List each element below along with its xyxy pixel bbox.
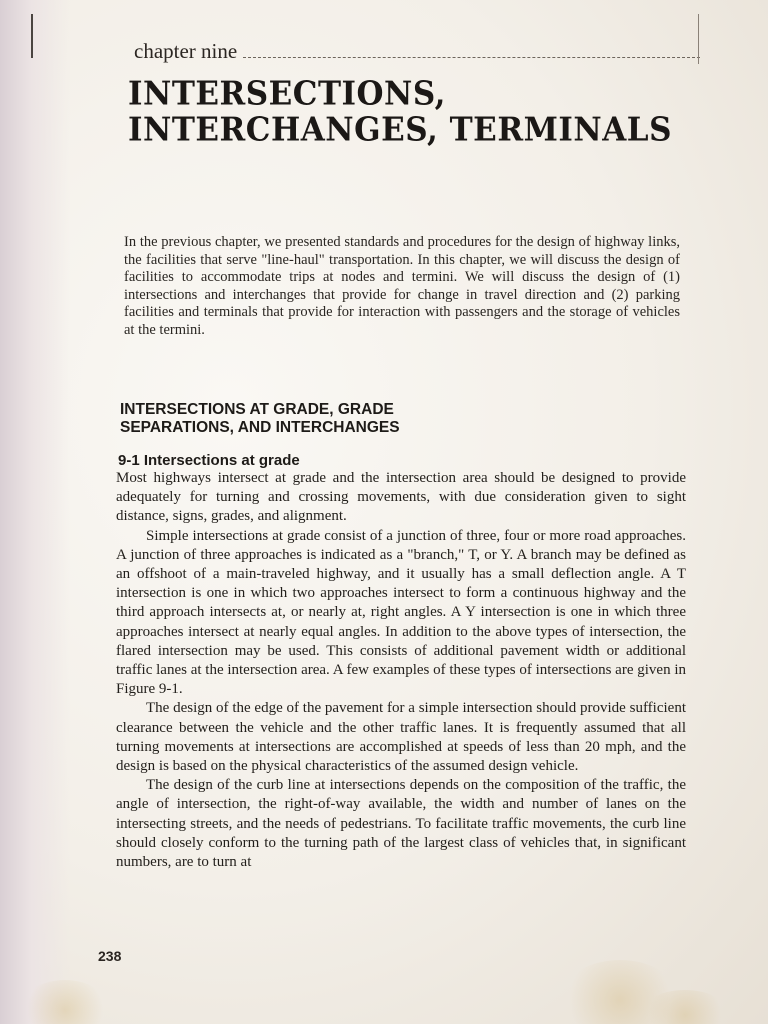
subsection-heading: 9-1 Intersections at grade: [118, 452, 300, 469]
section-heading-line-2: SEPARATIONS, AND INTERCHANGES: [120, 419, 400, 436]
page-gutter-shadow: [0, 0, 70, 1024]
chapter-rule: [243, 57, 700, 58]
page-number: 238: [98, 948, 122, 964]
section-heading: [120, 401, 540, 437]
chapter-title: [128, 76, 728, 147]
section-heading-line-1: INTERSECTIONS AT GRADE, GRADE: [120, 401, 394, 418]
chapter-label: chapter nine: [134, 39, 238, 63]
chapter-rule-end: [698, 14, 699, 64]
body-paragraph: Most highways intersect at grade and the intersection area should be designed to provide adequately for turning and crossing movements, with due consideration given to sight distance, signs, grades, and alignment.: [116, 470, 686, 525]
body-paragraph: The design of the edge of the pavement for a simple intersection should provide sufficient clearance between the vehicle and the other traffic lanes. It is frequently assumed that all turning movements at intersections are accomplished at speeds of less than 20 mph, and the design is based on the physical characteristics of the assumed design vehicle.: [116, 700, 686, 775]
body-text: [116, 469, 686, 872]
body-paragraph: Simple intersections at grade consist of a junction of three, four or more road approaches. A junction of three approaches is indicated as a "branch," T, or Y. A branch may be defined as an offshoot of a main-traveled highway, and it usually has a small deflection angle. A T intersection is one in which two approaches intersect to form a continuous highway and the third approach intersects at, or nearly at, right angles. A Y intersection is one in which three approaches intersect at nearly equal angles. In addition to the above types of intersection, the flared intersection may be used. This consists of additional pavement width or additional traffic lanes at the intersection area. A few examples of these types of intersections are given in Figure 9-1.: [116, 527, 686, 698]
body-paragraph: The design of the curb line at intersections depends on the composition of the traffic, the angle of intersection, the right-of-way available, the width and number of lanes on the intersecting streets, and the needs of pedestrians. To facilitate traffic movements, the curb line should closely conform to the turning path of the largest class of vehicles that, in significant numbers, are to turn at: [116, 777, 686, 871]
chapter-title-line-2: INTERCHANGES, TERMINALS: [128, 110, 672, 149]
pencil-mark: [31, 14, 33, 58]
chapter-title-line-1: INTERSECTIONS,: [128, 75, 446, 114]
chapter-header: [134, 34, 700, 64]
intro-paragraph: In the previous chapter, we presented standards and procedures for the design of highway links, the facilities that serve "line-haul" transportation. In this chapter, we will discuss the design of facilities to accommodate trips at nodes and termini. We will discuss the design of (1) intersections and interchanges that provide for change in travel direction and (2) parking facilities and terminals that provide for interaction with passengers and the storage of vehicles at the termini.: [124, 234, 680, 338]
